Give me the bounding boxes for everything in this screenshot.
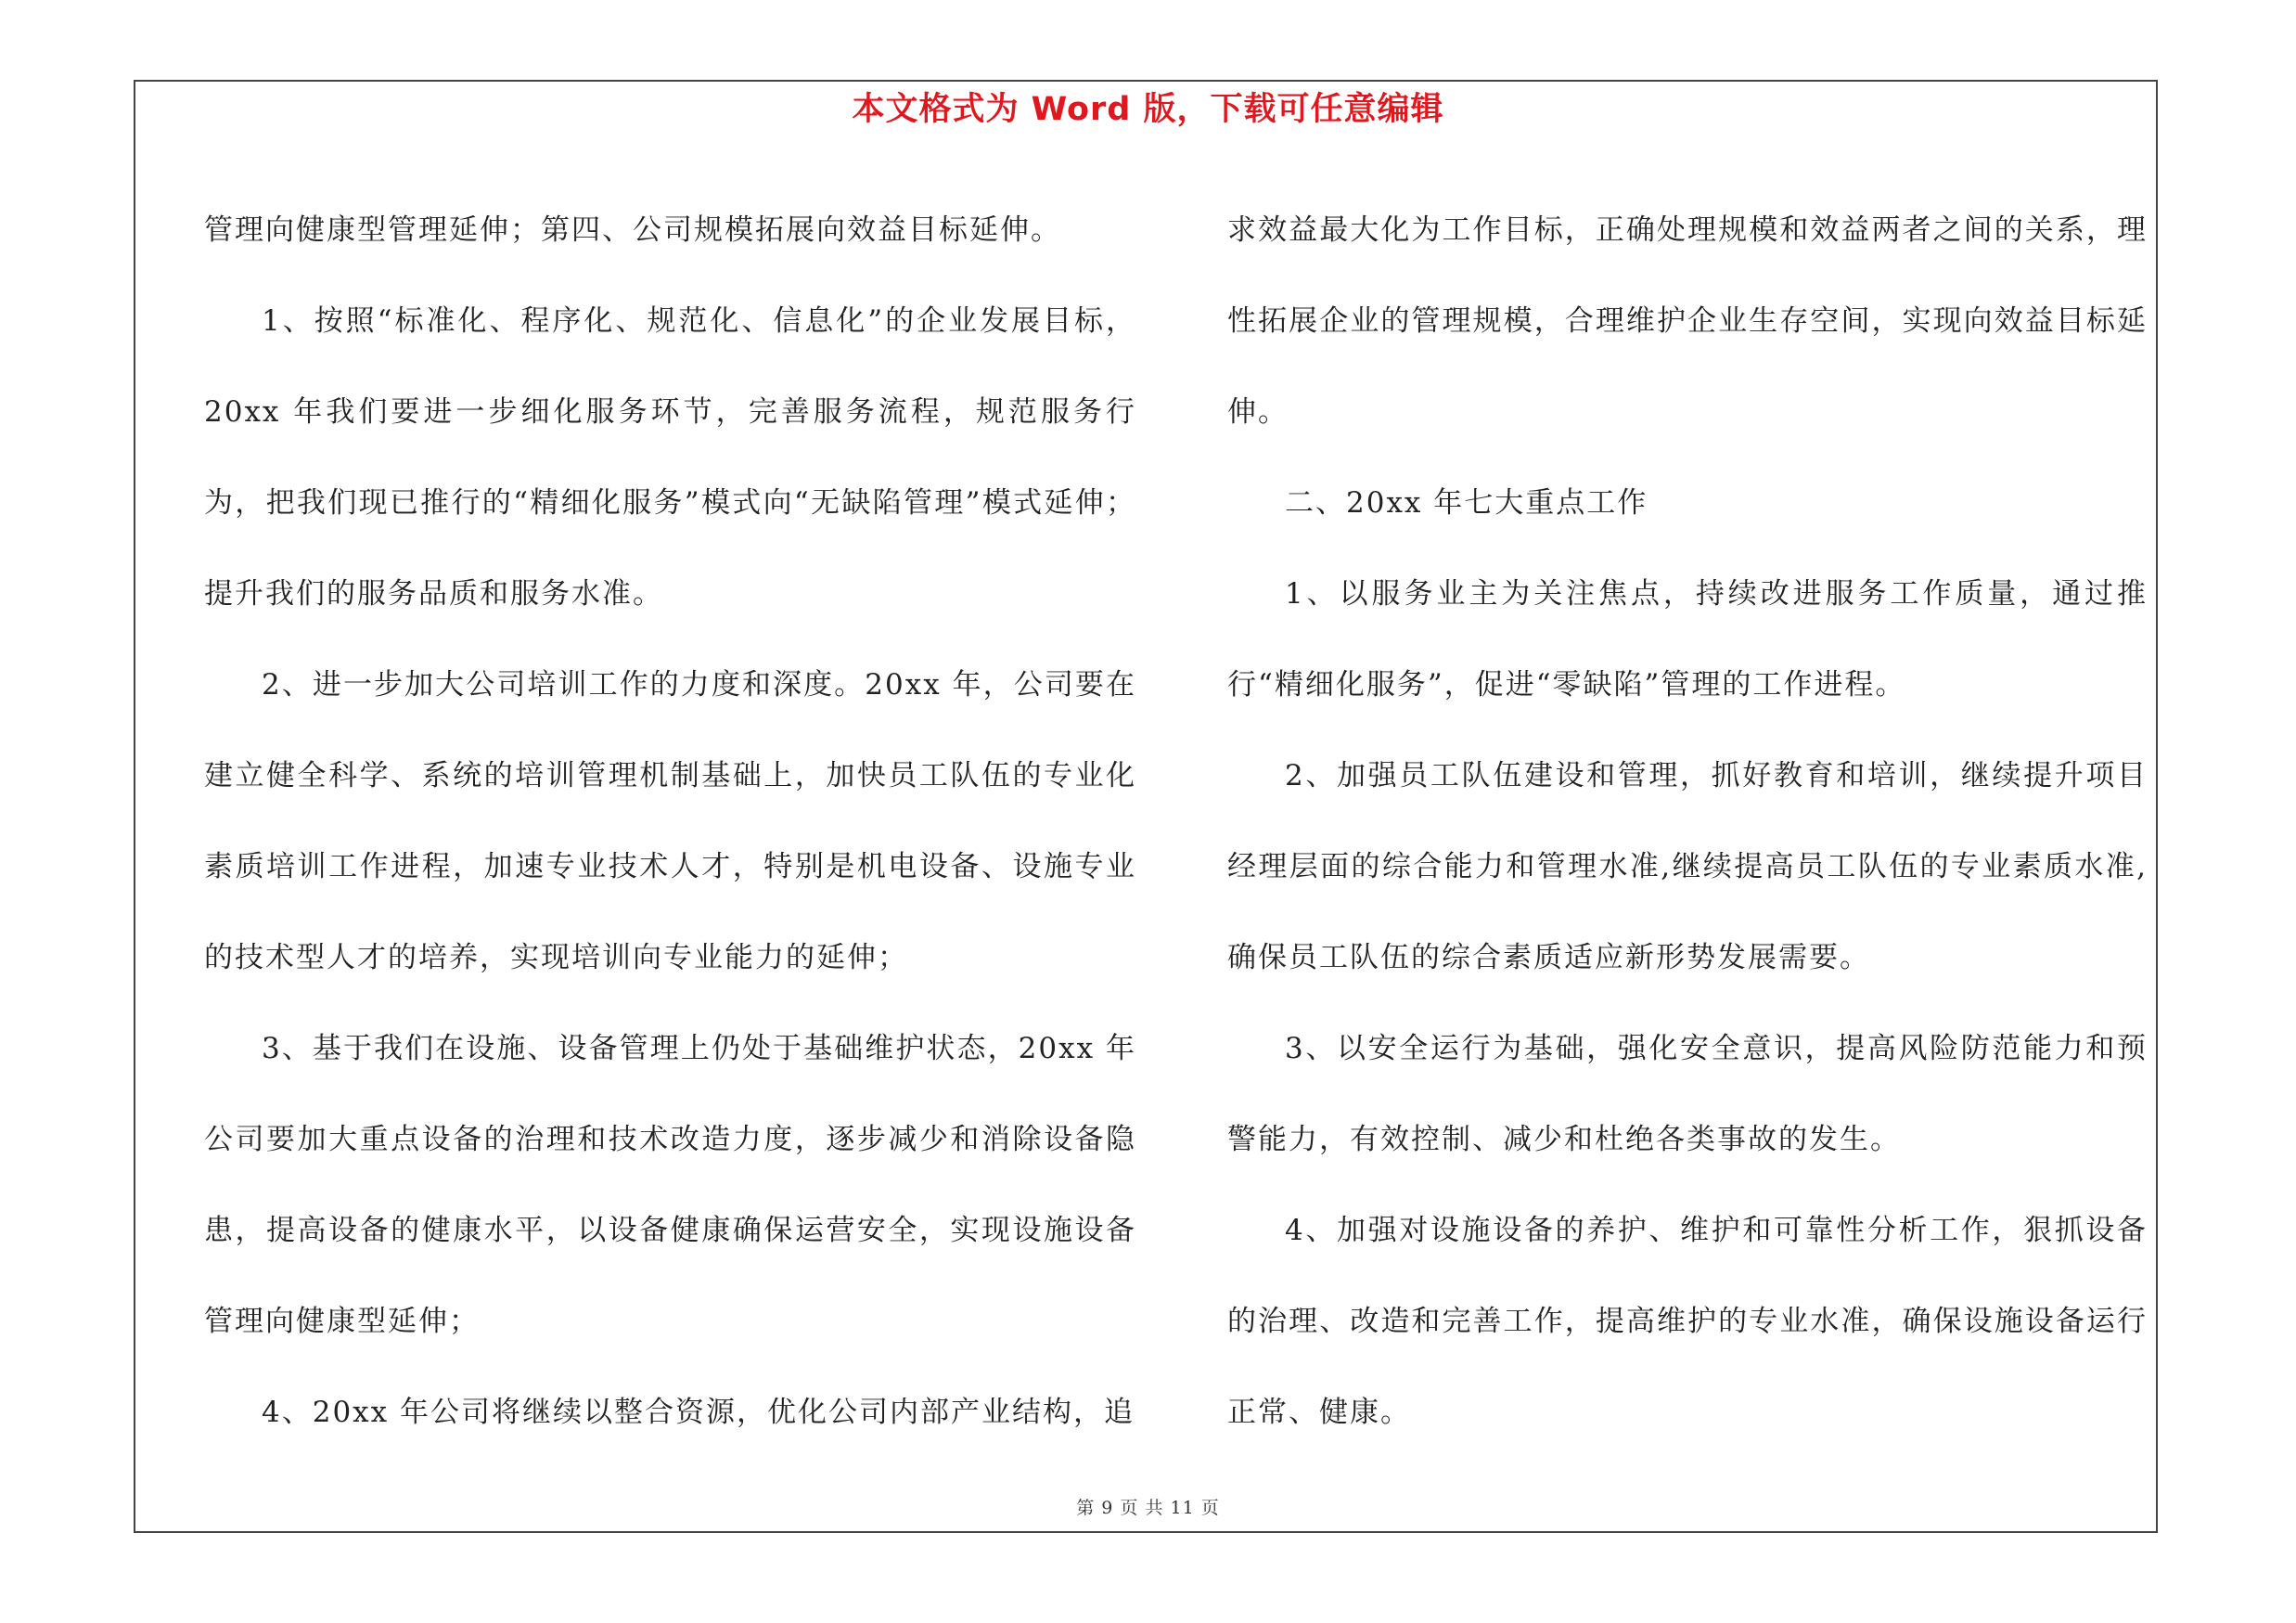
paragraph: 管理向健康型管理延伸；第四、公司规模拓展向效益目标延伸。	[204, 213, 1061, 247]
left-text-column	[204, 185, 1136, 1458]
paragraph: 1、按照“标准化、程序化、规范化、信息化”的企业发展目标，20xx 年我们要进一步细化服务环节，完善服务流程，规范服务行为，把我们现已推行的“精细化服务”模式向“无缺陷管理”模式延伸；提升我们的服务品质和服务水准。	[204, 304, 1136, 611]
format-notice-banner: 本文格式为 Word 版，下载可任意编辑	[852, 91, 1444, 128]
page-number-footer: 第 9 页 共 11 页	[1076, 1498, 1220, 1518]
right-text-column	[1227, 185, 2148, 1458]
paragraph: 3、以安全运行为基础，强化安全意识，提高风险防范能力和预警能力，有效控制、减少和杜绝各类事故的发生。	[1227, 1032, 2148, 1156]
paragraph: 3、基于我们在设施、设备管理上仍处于基础维护状态，20xx 年公司要加大重点设备的治理和技术改造力度，逐步减少和消除设备隐患，提高设备的健康水平，以设备健康确保运营安全，实现设施设备管理向健康型延伸；	[204, 1032, 1136, 1338]
paragraph: 4、加强对设施设备的养护、维护和可靠性分析工作，狠抓设备的治理、改造和完善工作，提高维护的专业水准，确保设施设备运行正常、健康。	[1227, 1214, 2148, 1429]
paragraph: 2、加强员工队伍建设和管理，抓好教育和培训，继续提升项目经理层面的综合能力和管理水准,继续提高员工队伍的专业素质水准,确保员工队伍的综合素质适应新形势发展需要。	[1227, 759, 2148, 974]
section-heading: 二、20xx 年七大重点工作	[1285, 486, 1648, 520]
paragraph: 2、进一步加大公司培训工作的力度和深度。20xx 年，公司要在建立健全科学、系统的培训管理机制基础上，加快员工队伍的专业化素质培训工作进程，加速专业技术人才，特别是机电设备、设施专业的技术型人才的培养，实现培训向专业能力的延伸；	[204, 668, 1136, 974]
paragraph: 1、以服务业主为关注焦点，持续改进服务工作质量，通过推行“精细化服务”，促进“零缺陷”管理的工作进程。	[1227, 577, 2148, 702]
paragraph: 求效益最大化为工作目标，正确处理规模和效益两者之间的关系，理性拓展企业的管理规模，合理维护企业生存空间，实现向效益目标延伸。	[1227, 213, 2148, 429]
paragraph: 4、20xx 年公司将继续以整合资源，优化公司内部产业结构，追	[262, 1396, 1135, 1429]
